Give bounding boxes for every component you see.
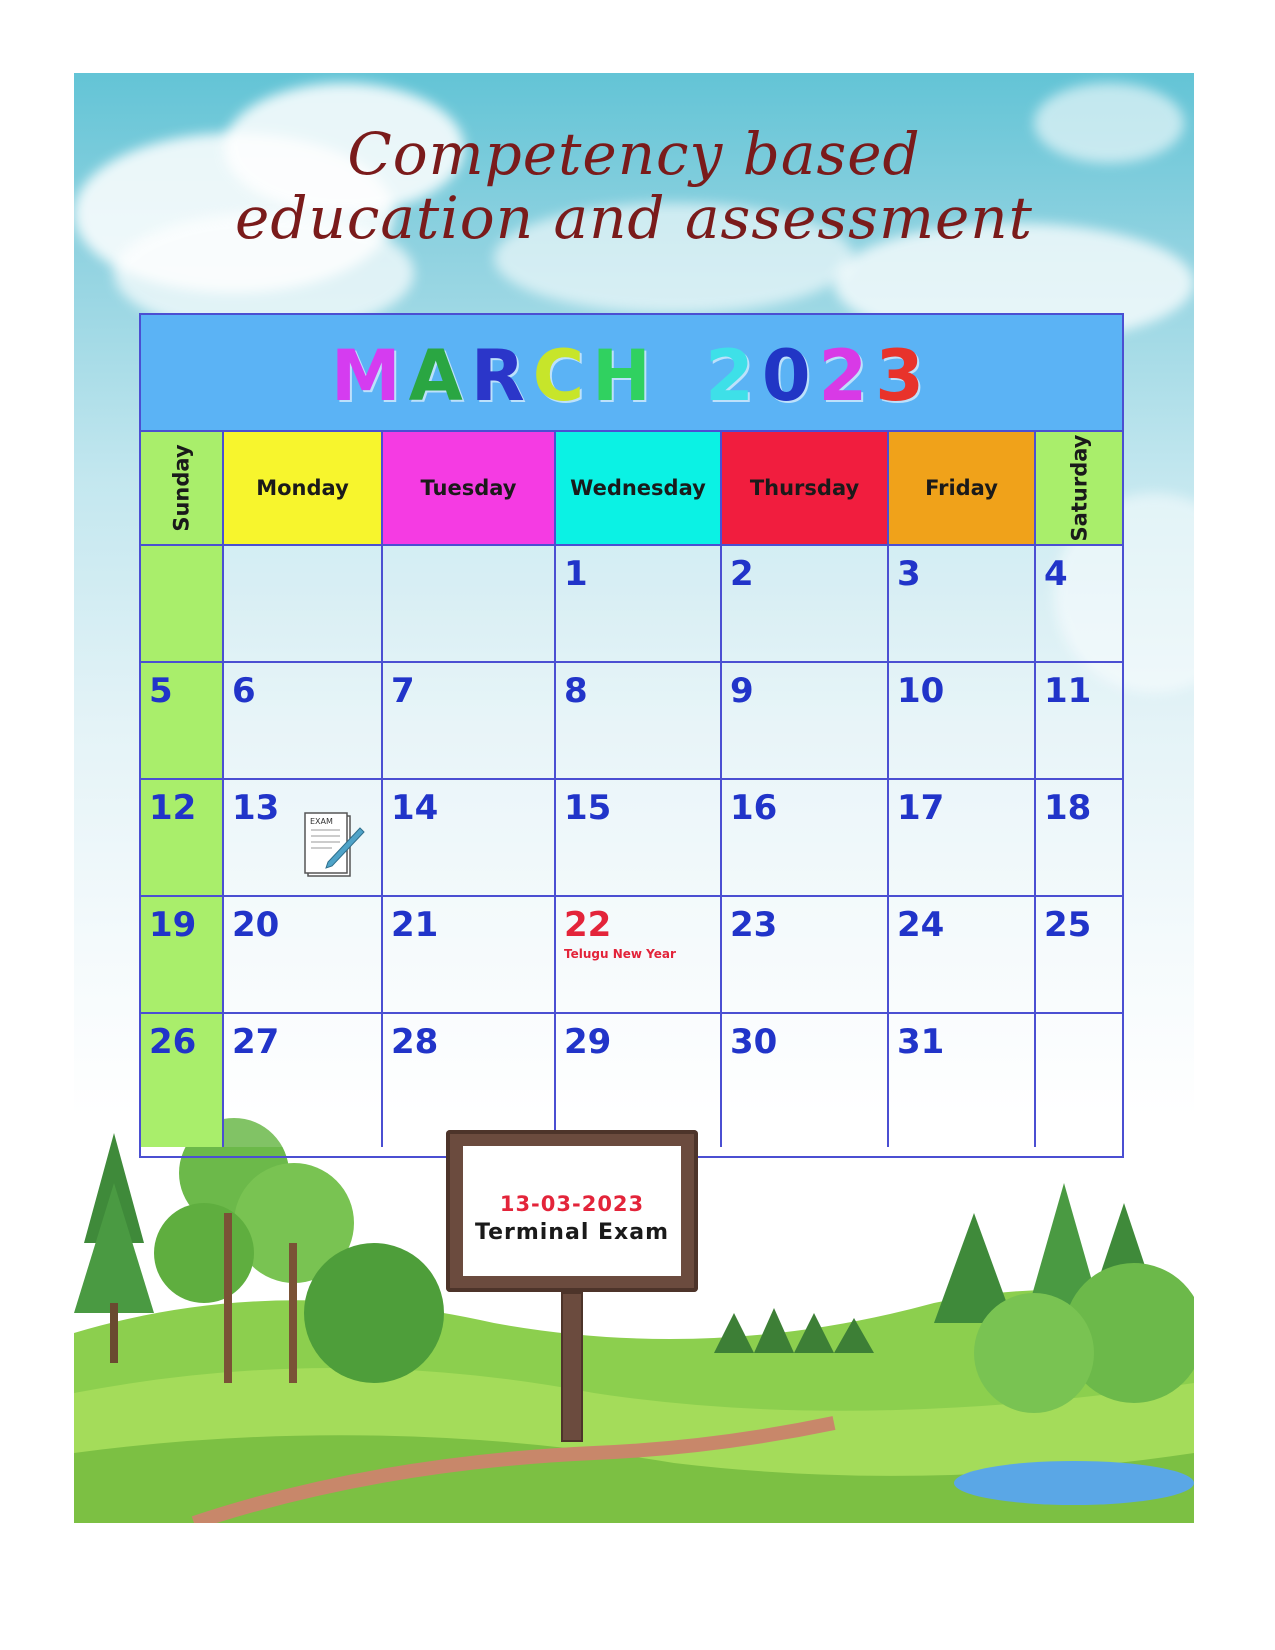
day-cell: [383, 780, 556, 897]
signboard-post: [561, 1292, 583, 1442]
signboard-event: Terminal Exam: [474, 1220, 670, 1245]
day-cell: [889, 897, 1036, 1014]
weekday-label: Sunday: [169, 444, 194, 532]
empty-day-cell: [224, 546, 383, 663]
weekday-label: Saturday: [1067, 434, 1092, 542]
day-number: 27: [232, 1022, 280, 1062]
month-heading-letter: A: [408, 335, 471, 417]
empty-day-cell: [383, 546, 556, 663]
day-number: 29: [564, 1022, 612, 1062]
day-number: 14: [391, 788, 439, 828]
day-number: 31: [897, 1022, 945, 1062]
month-heading-letter: 3: [875, 335, 932, 417]
day-cell: [1036, 897, 1122, 1014]
day-cell: [1036, 780, 1122, 897]
day-number: 5: [149, 671, 173, 711]
weekday-header-tuesday: [383, 432, 556, 546]
signboard-date: 13-03-2023: [499, 1192, 645, 1216]
month-year-heading: [331, 335, 932, 417]
day-cell: [722, 780, 889, 897]
day-number: 15: [564, 788, 612, 828]
day-number: 23: [730, 905, 778, 945]
month-heading-letter: 2: [818, 335, 876, 417]
empty-day-cell: [141, 546, 224, 663]
day-cell: [383, 663, 556, 780]
weekday-header-wednesday: [556, 432, 722, 546]
day-number: 19: [149, 905, 197, 945]
day-cell: [722, 546, 889, 663]
day-cell: [141, 780, 224, 897]
weekday-header-friday: [889, 432, 1036, 546]
day-number: 25: [1044, 905, 1092, 945]
weekday-header-sunday: [141, 432, 224, 546]
day-cell: [556, 1014, 722, 1147]
day-cell: [889, 546, 1036, 663]
weekday-label: Friday: [925, 476, 998, 500]
day-number: 20: [232, 905, 280, 945]
day-cell: [889, 663, 1036, 780]
day-number: 17: [897, 788, 945, 828]
day-cell: [224, 897, 383, 1014]
day-number: 28: [391, 1022, 439, 1062]
day-cell: [1036, 546, 1122, 663]
poster-title-line2: education and assessment: [235, 184, 1033, 252]
day-cell: [383, 1014, 556, 1147]
day-cell: [224, 1014, 383, 1147]
day-cell: [556, 897, 722, 1014]
day-cell: [224, 663, 383, 780]
day-number: 26: [149, 1022, 197, 1062]
day-cell: [141, 663, 224, 780]
day-number: 6: [232, 671, 256, 711]
month-heading-letter: 0: [761, 335, 819, 417]
month-banner: [141, 315, 1122, 432]
weekday-label: Thursday: [749, 476, 860, 500]
day-cell: [1036, 663, 1122, 780]
day-number: 18: [1044, 788, 1092, 828]
day-number: 24: [897, 905, 945, 945]
day-number: 16: [730, 788, 778, 828]
day-cell: [722, 897, 889, 1014]
day-number: 22: [564, 905, 612, 945]
weekday-header-thursday: [722, 432, 889, 546]
day-cell: [889, 780, 1036, 897]
month-heading-letter: H: [592, 335, 659, 417]
day-number: 7: [391, 671, 415, 711]
month-heading-letter: R: [470, 335, 533, 417]
weekday-header-monday: [224, 432, 383, 546]
weekday-label: Tuesday: [420, 476, 517, 500]
poster-title-line1: Competency based: [347, 120, 921, 188]
calendar-days: [141, 432, 1122, 1147]
calendar-poster: [74, 73, 1194, 1523]
month-heading-letter: C: [532, 335, 593, 417]
weekday-label: Wednesday: [570, 476, 706, 500]
day-number: 30: [730, 1022, 778, 1062]
day-number: 8: [564, 671, 588, 711]
weekday-label: Monday: [256, 476, 349, 500]
day-number: 9: [730, 671, 754, 711]
day-cell: [141, 1014, 224, 1147]
day-cell: [556, 780, 722, 897]
day-cell: [722, 663, 889, 780]
day-number: 12: [149, 788, 197, 828]
day-number: 3: [897, 554, 921, 594]
month-heading-letter: M: [331, 335, 409, 417]
month-heading-letter: 2: [705, 335, 762, 417]
calendar-grid: [139, 313, 1124, 1158]
day-number: 13: [232, 788, 280, 828]
day-cell: [889, 1014, 1036, 1147]
day-cell: [556, 663, 722, 780]
exam-signboard: [446, 1130, 698, 1292]
day-cell: [383, 897, 556, 1014]
exam-paper-pen-icon: [302, 810, 366, 882]
empty-day-cell: [1036, 1014, 1122, 1147]
weekday-header-saturday: [1036, 432, 1122, 546]
day-number: 2: [730, 554, 754, 594]
day-cell: [141, 897, 224, 1014]
day-number: 10: [897, 671, 945, 711]
signboard-panel: [463, 1146, 681, 1276]
day-number: 21: [391, 905, 439, 945]
exam-icon-label: EXAM: [310, 817, 333, 826]
day-cell: [556, 546, 722, 663]
day-cell: [722, 1014, 889, 1147]
day-number: 11: [1044, 671, 1092, 711]
day-number: 4: [1044, 554, 1068, 594]
day-number: 1: [564, 554, 588, 594]
month-heading-letter: [659, 335, 691, 417]
holiday-note: Telugu New Year: [564, 947, 676, 961]
day-cell: [224, 780, 383, 897]
